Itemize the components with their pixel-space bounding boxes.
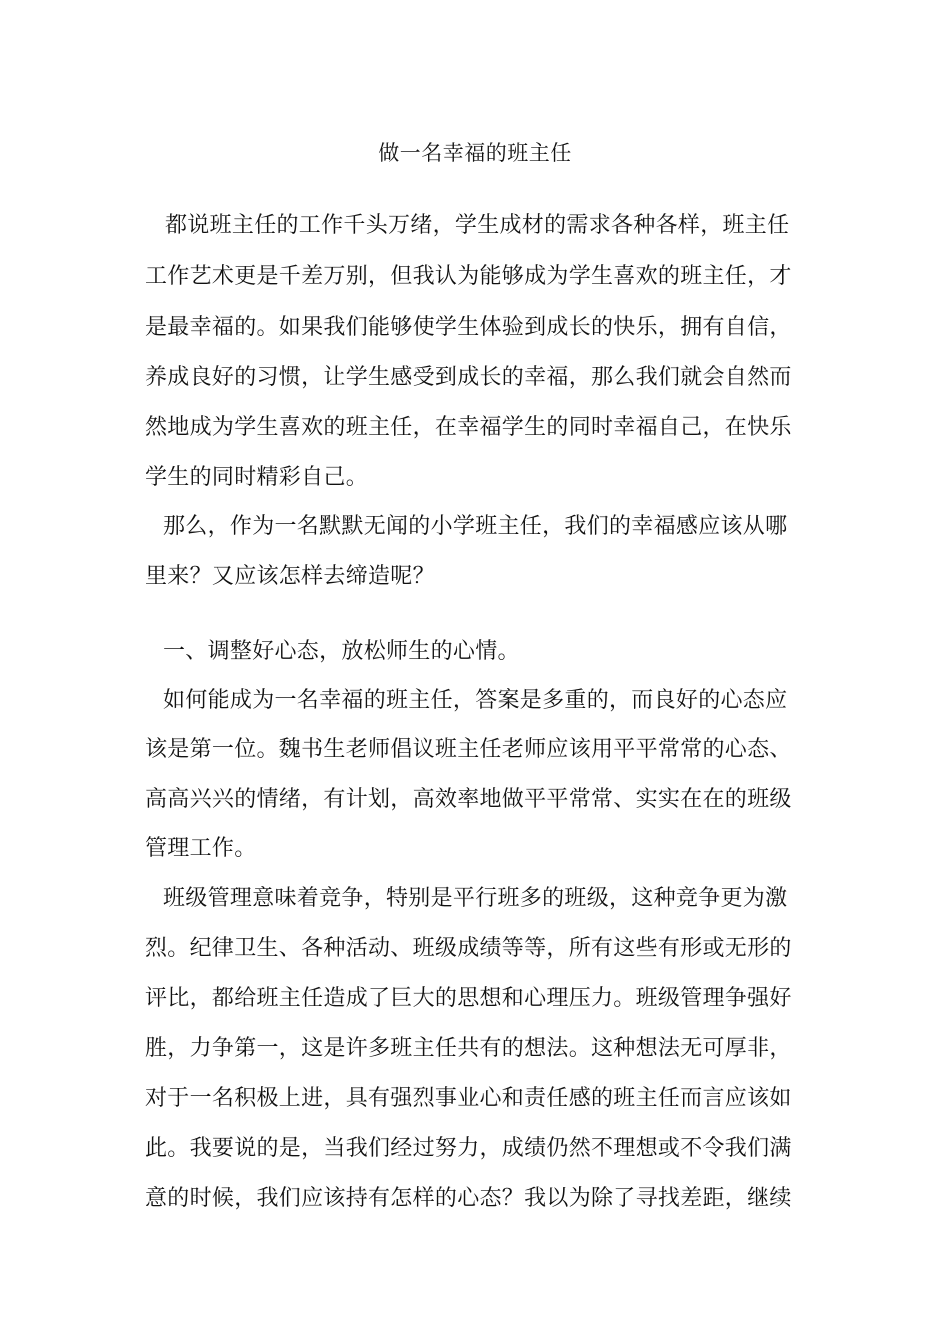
- paragraph-line: 里来？又应该怎样去缔造呢？: [145, 564, 435, 589]
- paragraph-line: 都说班主任的工作千头万绪，学生成材的需求各种各样，班主任: [165, 213, 790, 238]
- paragraph-line: 该是第一位。魏书生老师倡议班主任老师应该用平平常常的心态、: [145, 737, 792, 762]
- paragraph-line: 胜，力争第一，这是许多班主任共有的想法。这种想法无可厚非，: [145, 1036, 792, 1061]
- paragraph-line: 学生的同时精彩自己。: [145, 465, 369, 490]
- paragraph-line: 那么，作为一名默默无闻的小学班主任，我们的幸福感应该从哪: [163, 514, 788, 539]
- paragraph-line: 此。我要说的是，当我们经过努力，成绩仍然不理想或不令我们满: [145, 1136, 792, 1161]
- section-heading: 一、调整好心态，放松师生的心情。: [163, 639, 520, 664]
- document-title: 做一名幸福的班主任: [378, 141, 572, 165]
- paragraph-line: 如何能成为一名幸福的班主任，答案是多重的，而良好的心态应: [163, 688, 788, 713]
- paragraph-line: 养成良好的习惯，让学生感受到成长的幸福，那么我们就会自然而: [145, 365, 792, 390]
- paragraph-line: 管理工作。: [145, 836, 257, 861]
- paragraph-line: 班级管理意味着竞争，特别是平行班多的班级，这种竞争更为激: [163, 886, 788, 911]
- paragraph-line: 然地成为学生喜欢的班主任，在幸福学生的同时幸福自己，在快乐: [145, 415, 792, 440]
- paragraph-line: 意的时候，我们应该持有怎样的心态？我以为除了寻找差距，继续: [145, 1186, 792, 1211]
- paragraph-line: 是最幸福的。如果我们能够使学生体验到成长的快乐，拥有自信，: [145, 315, 792, 340]
- paragraph-line: 工作艺术更是千差万别，但我认为能够成为学生喜欢的班主任，才: [145, 264, 792, 289]
- paragraph-line: 高高兴兴的情绪，有计划，高效率地做平平常常、实实在在的班级: [145, 787, 792, 812]
- paragraph-line: 烈。纪律卫生、各种活动、班级成绩等等，所有这些有形或无形的: [145, 936, 792, 961]
- paragraph-line: 对于一名积极上进，具有强烈事业心和责任感的班主任而言应该如: [145, 1086, 792, 1111]
- paragraph-line: 评比，都给班主任造成了巨大的思想和心理压力。班级管理争强好: [145, 986, 792, 1011]
